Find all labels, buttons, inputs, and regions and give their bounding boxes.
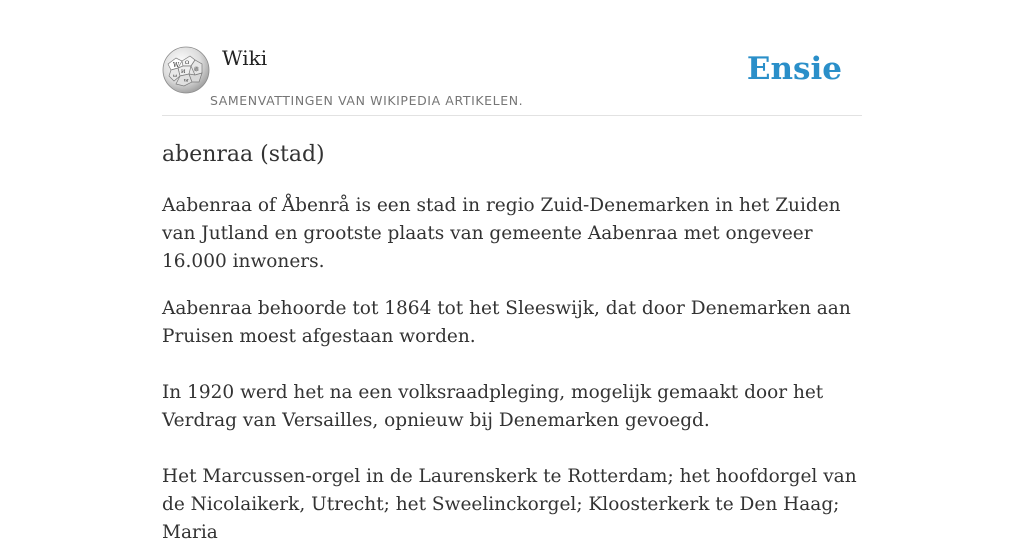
ensie-brand-link[interactable]: Ensie	[746, 51, 842, 87]
site-header	[162, 0, 862, 116]
svg-text:Ω: Ω	[185, 60, 190, 66]
svg-text:ω: ω	[173, 73, 178, 79]
article-paragraph: Het Marcussen-orgel in de Laurenskerk te Rotterdam; het hoofdorgel van de Nicolaikerk, Utrecht; het Sweelinckorgel; Kloosterkerk te Den Haag; Maria	[162, 466, 857, 543]
site-name[interactable]: Wiki	[222, 46, 268, 70]
article-title: abenraa (stad)	[162, 142, 325, 167]
wikipedia-globe-icon[interactable]	[162, 46, 210, 94]
article	[162, 138, 862, 547]
article-paragraph: Aabenraa behoorde tot 1864 tot het Sleeswijk, dat door Denemarken aan Pruisen moest afgestaan worden.	[162, 298, 851, 347]
svg-text:維: 維	[194, 67, 200, 73]
site-tagline: SAMENVATTINGEN VAN WIKIPEDIA ARTIKELEN.	[210, 93, 524, 108]
article-paragraph: Aabenraa of Åbenrå is een stad in regio Zuid-Denemarken in het Zuiden van Jutland en grootste plaats van gemeente Aabenraa met ongeveer 16.000 inwoners.	[162, 195, 841, 272]
article-paragraph: In 1920 werd het na een volksraadpleging, mogelijk gemaakt door het Verdrag van Versailles, opnieuw bij Denemarken gevoegd.	[162, 382, 824, 431]
svg-text:ਅ: ਅ	[184, 78, 189, 84]
svg-text:W: W	[173, 62, 180, 69]
svg-text:И: И	[181, 69, 186, 75]
